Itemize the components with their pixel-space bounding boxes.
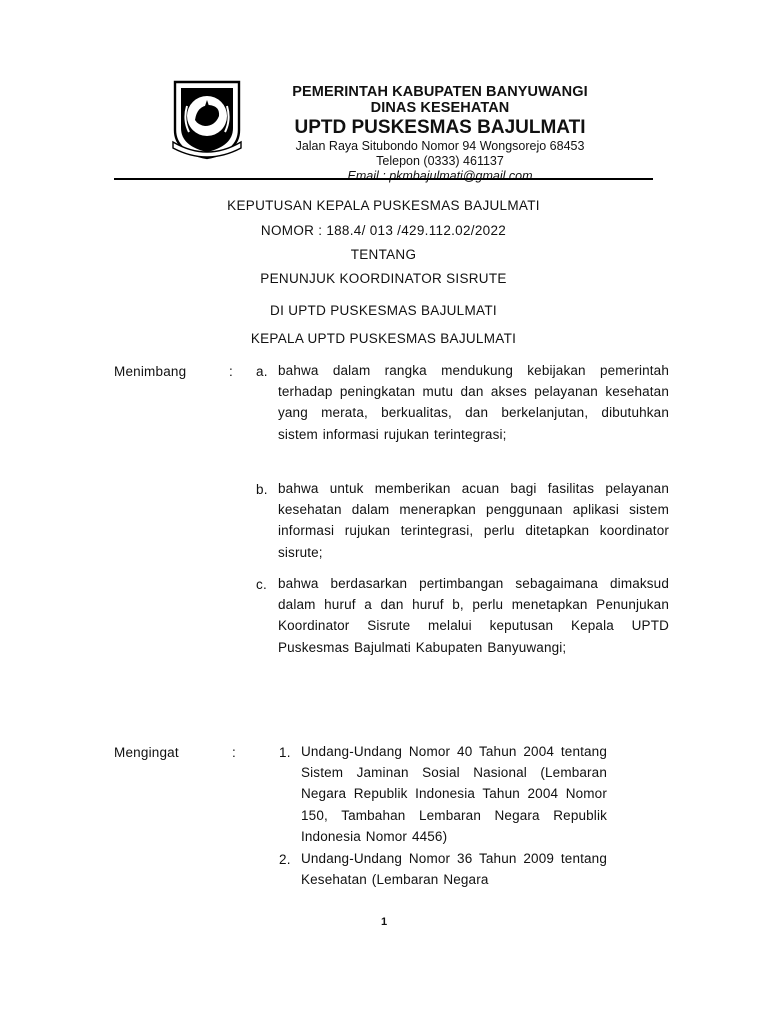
decree-subject: PENUNJUK KOORDINATOR SISRUTE <box>260 271 507 286</box>
institution-address: Jalan Raya Situbondo Nomor 94 Wongsorejo 68453 <box>295 139 585 153</box>
letterhead <box>270 84 610 184</box>
mengingat-item-2-text: Undang-Undang Nomor 36 Tahun 2009 tentang Kesehatan (Lembaran Negara <box>301 851 607 888</box>
department-name: DINAS KESEHATAN <box>370 100 510 116</box>
menimbang-item-a-text: bahwa dalam rangka mendukung kebijakan pemerintah terhadap peningkatan mutu dan akses pelayanan kesehatan yang merata, berkualitas, dan berkelanjutan, dibutuhkan sistem informasi rujukan terintegrasi; <box>278 363 669 442</box>
menimbang-item-c-marker: c. <box>256 577 267 592</box>
menimbang-item-c-text: bahwa berdasarkan pertimbangan sebagaimana dimaksud dalam huruf a dan huruf b, perlu menetapkan Penunjukan Koordinator Sisrute melalui keputusan Kepala UPTD Puskesmas Bajulmati Kabupaten Banyuwangi; <box>278 576 669 655</box>
institution-phone: Telepon (0333) 461137 <box>376 154 504 168</box>
decree-number: NOMOR : 188.4/ 013 /429.112.02/2022 <box>260 223 507 238</box>
menimbang-item-b-text: bahwa untuk memberikan acuan bagi fasilitas pelayanan kesehatan dalam menerapkan penggunaan aplikasi sistem informasi rujukan terintegrasi, perlu ditetapkan koordinator sisrute; <box>278 481 669 560</box>
institution-email: Email : pkmbajulmati@gmail.com <box>347 169 533 183</box>
decree-title: KEPUTUSAN KEPALA PUSKESMAS BAJULMATI <box>227 198 540 213</box>
mengingat-item-2-marker: 2. <box>279 852 291 867</box>
government-name: PEMERINTAH KABUPATEN BANYUWANGI <box>292 84 588 100</box>
mengingat-item-1-marker: 1. <box>279 745 291 760</box>
menimbang-label: Menimbang <box>114 364 187 379</box>
decree-authority: KEPALA UPTD PUSKESMAS BAJULMATI <box>250 331 517 346</box>
menimbang-colon: : <box>229 364 233 379</box>
menimbang-item-a-marker: a. <box>256 364 268 379</box>
letterhead-divider <box>114 178 653 180</box>
page-number: 1 <box>380 916 388 928</box>
regency-emblem-logo <box>165 76 249 160</box>
menimbang-item-b-marker: b. <box>256 482 268 497</box>
mengingat-item-1-text: Undang-Undang Nomor 40 Tahun 2004 tentang Sistem Jaminan Sosial Nasional (Lembaran Negara Republik Indonesia Tahun 2004 Nomor 150, Tambahan Lembaran Negara Republik Indonesia Nomor 4456) <box>301 744 607 844</box>
mengingat-colon: : <box>232 745 236 760</box>
decree-location: DI UPTD PUSKESMAS BAJULMATI <box>270 303 497 318</box>
institution-name: UPTD PUSKESMAS BAJULMATI <box>294 117 586 138</box>
decree-about-label: TENTANG <box>350 247 417 262</box>
mengingat-label: Mengingat <box>114 745 179 760</box>
